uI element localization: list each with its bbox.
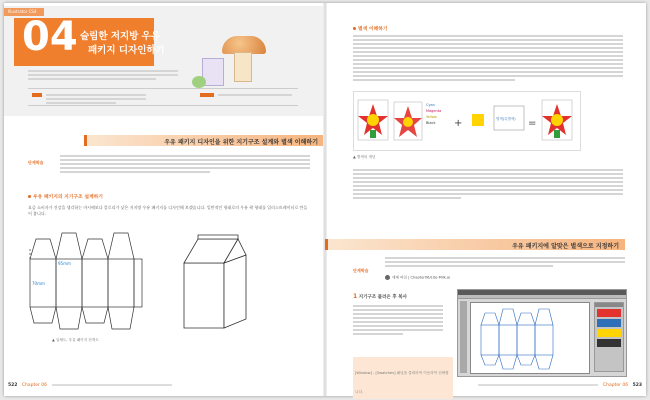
right-section-banner — [325, 239, 625, 250]
right-step-paragraph — [385, 255, 625, 269]
left-step-text: 단계학습 — [28, 160, 44, 165]
left-section-banner-text: 우유 패키지 디자인을 위한 지기구조 설계와 별색 이해하기 — [164, 139, 318, 146]
chapter-number: 04 — [22, 14, 78, 60]
left-folio-number: 522 — [8, 383, 18, 388]
left-page — [4, 3, 325, 396]
cmyk-label-y: Yellow — [426, 115, 437, 119]
file-label-text: 예제 파일 | Chapter06/Lite-Milk.ai — [392, 275, 451, 280]
left-folio-chapter: Chapter 06 — [21, 383, 47, 388]
left-step-label — [28, 149, 43, 168]
cmyk-label-k: Black — [426, 121, 436, 125]
cmyk-label-m: Magenta — [426, 109, 442, 113]
svg-text:=: = — [528, 118, 537, 129]
carton-3d-figure — [164, 233, 264, 333]
right-folio-number: 523 — [632, 383, 642, 388]
right-section-title — [353, 25, 387, 32]
right-paragraph-2 — [353, 167, 623, 201]
right-paragraph-1 — [353, 33, 623, 83]
chapter-intro-text — [28, 68, 178, 82]
right-folio — [478, 383, 642, 388]
chapter-title-line1: 슬림한 저지방 우유 — [80, 31, 161, 42]
left-section-banner — [84, 135, 324, 146]
left-folio — [8, 383, 172, 388]
chapter-illustration — [192, 36, 272, 92]
step-1-note — [353, 357, 453, 399]
spot-color-figure — [353, 91, 581, 151]
step-1-note-text: [Window] - [Swatches] 패널을 클릭하여 이동하여 선택합니다. — [355, 371, 449, 394]
step-1-heading: 1 지기구조 불러온 후 복사 — [353, 293, 407, 300]
left-subsection — [28, 193, 103, 200]
right-step-text: 단계학습 — [353, 268, 369, 273]
illustrator-screenshot — [457, 289, 627, 377]
chapter-title-line2: 패키지 디자인하기 — [88, 45, 165, 56]
step-1-title: 지기구조 불러온 후 복사 — [358, 295, 407, 300]
left-subsection-text: 우유 패키지의 지기구조 설계하기 — [33, 195, 103, 200]
header-tag: Illustrator CS4 — [8, 9, 37, 14]
file-label — [385, 275, 450, 281]
spot-color-diagram — [354, 92, 582, 152]
right-page — [325, 3, 646, 396]
bullet-icon — [28, 195, 31, 198]
book-spread — [4, 3, 646, 396]
step-1-paragraph — [353, 303, 443, 337]
right-section-title-text: 별색 이해하기 — [358, 27, 388, 32]
chapter-number-box — [14, 14, 165, 66]
chapter-header — [4, 6, 325, 116]
spot-label: 별색(특별색) — [496, 117, 516, 121]
right-step-label — [353, 257, 368, 276]
right-folio-chapter: Chapter 06 — [603, 383, 629, 388]
dim-label-1: 70mm — [32, 281, 45, 286]
left-figure-caption: ▲ 입체도, 우유 패키지 전개도 — [52, 338, 99, 342]
bullet-icon — [353, 27, 356, 30]
right-figure-caption: ▲ 별색의 개념 — [353, 155, 376, 159]
carton-dieline-figure — [28, 225, 148, 337]
left-intro-paragraph: 요즘 소비자가 건강을 생각하는 마시에보다 칼로리가 낮은 저지방 우유 패키지를 디자인해 보겠습니다. 일반적인 형태로의 우유 곽 형태를 일러스트레이터로 만들어 봅니다. — [28, 205, 308, 217]
cmyk-label-c: Cyan — [426, 103, 435, 107]
left-step-paragraph — [60, 153, 310, 175]
svg-text:+: + — [454, 118, 463, 129]
dim-label-2: 95mm — [58, 261, 71, 266]
file-icon — [385, 275, 390, 280]
right-section-banner-text: 우유 패키지에 알맞은 별색으로 지정하기 — [512, 243, 619, 250]
